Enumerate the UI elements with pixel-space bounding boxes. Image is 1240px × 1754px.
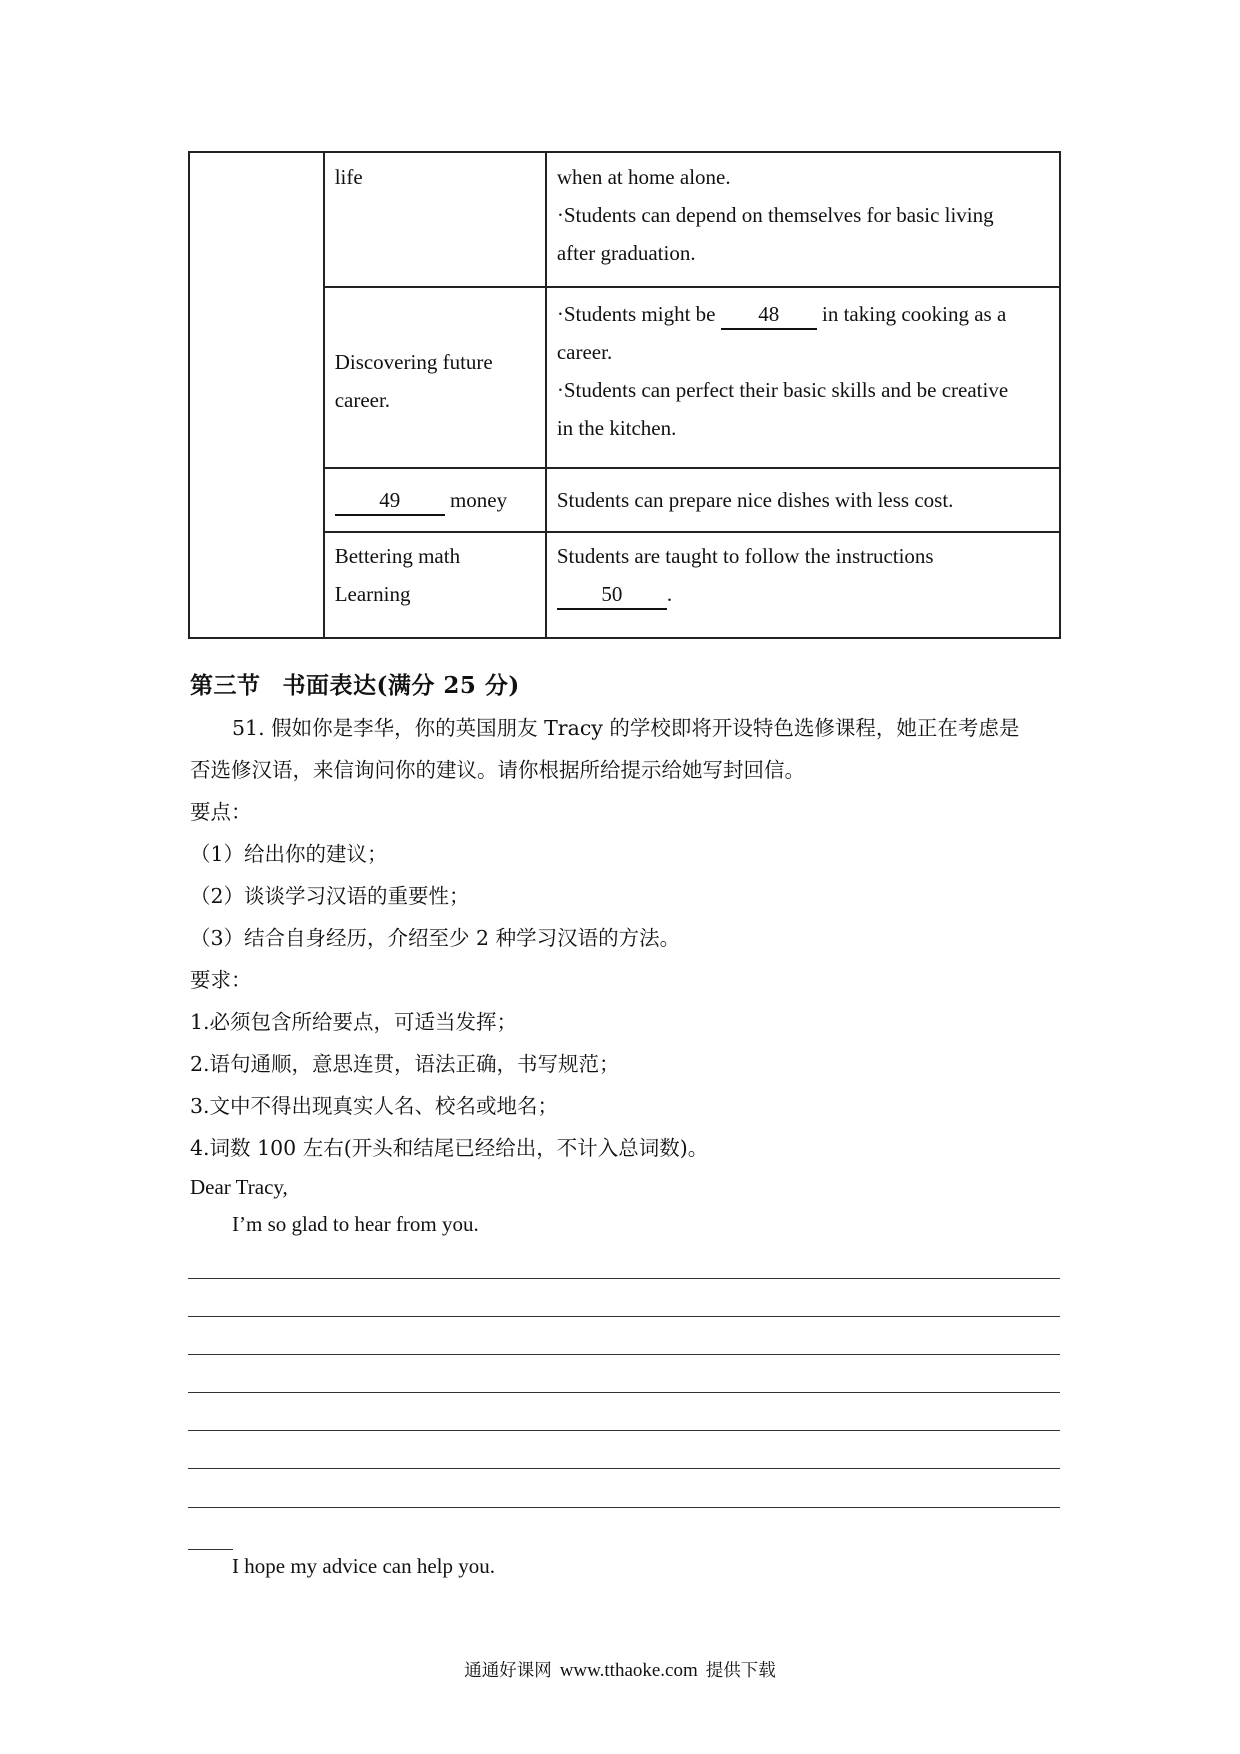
writing-line[interactable] [188,1316,1060,1317]
writing-line[interactable] [188,1392,1060,1393]
cell-text: Learning [334,582,411,606]
writing-line[interactable] [188,1354,1060,1355]
cell-text-line [335,481,535,519]
answer-blank-49[interactable]: 49 [335,486,445,516]
section-number: 第三节 [190,672,261,699]
table-cell-detail [546,468,1060,532]
point-item: （3）结合自身经历，介绍至少 2 种学习汉语的方法。 [190,926,681,950]
cell-text: in taking cooking as a [816,302,1007,326]
section-title [190,667,520,700]
prompt-line: 51. 假如你是李华，你的英国朋友 Tracy 的学校即将开设特色选修课程，她正在考虑是 [232,716,1020,740]
requirement-item: 2.语句通顺，意思连贯，语法正确，书写规范； [190,1052,620,1076]
cell-text: . [666,582,673,606]
activity-benefits-table [188,151,1061,639]
cell-text: after graduation. [556,241,696,265]
cell-text: Students are taught to follow the instructions [556,544,934,568]
cell-text: life [334,165,363,189]
writing-line[interactable] [188,1430,1060,1431]
requirement-item: 1.必须包含所给要点，可适当发挥； [190,1010,518,1034]
cell-text: ·Students might be [556,302,721,326]
table-cell-detail [546,152,1060,287]
cell-text: in the kitchen. [556,416,677,440]
cell-text: Discovering future [334,350,493,374]
letter-opening: I’m so glad to hear from you. [232,1212,479,1236]
answer-blank-48[interactable]: 48 [721,300,817,330]
requirements-heading: 要求： [190,968,252,992]
table-cell-detail [546,287,1060,468]
cell-text: when at home alone. [556,165,731,189]
page-footer [0,1657,1240,1682]
cell-text: Students can prepare nice dishes with less cost. [556,488,954,512]
cell-text-line [557,295,1049,333]
letter-salutation: Dear Tracy, [190,1175,288,1199]
cell-text: money [444,488,508,512]
cell-text: Bettering math [334,544,461,568]
writing-line[interactable] [188,1278,1060,1279]
table-cell-detail [546,532,1060,638]
table-cell-category [324,468,546,532]
table-row [189,152,1060,287]
writing-line[interactable] [188,1468,1060,1469]
prompt-line: 否选修汉语，来信询问你的建议。请你根据所给提示给她写封回信。 [190,758,805,782]
writing-line[interactable] [188,1507,1060,1508]
section-name: 书面表达(满分 25 分) [282,672,520,699]
cell-text: ·Students can perfect their basic skills and be creative [556,378,1009,402]
cell-text: career. [556,340,613,364]
requirement-item: 3.文中不得出现真实人名、校名或地名； [190,1094,559,1118]
point-item: （2）谈谈学习汉语的重要性； [190,884,470,908]
footer-url: www.tthaoke.com [559,1660,698,1681]
table-cell-category [324,287,546,468]
footer-site-name: 通通好课网 [464,1661,552,1681]
point-item: （1）给出你的建议； [190,842,388,866]
cell-text-line [557,575,1049,613]
letter-closing: I hope my advice can help you. [232,1554,495,1578]
cell-text: ·Students can depend on themselves for basic living [556,203,994,227]
answer-blank-50[interactable]: 50 [557,580,667,610]
requirement-item: 4.词数 100 左右(开头和结尾已经给出，不计入总词数)。 [190,1136,709,1160]
table-cell-category [324,532,546,638]
footer-note: 提供下载 [705,1661,776,1681]
table-cell-category [324,152,546,287]
points-heading: 要点： [190,800,252,824]
table-cell-merged [189,152,324,638]
cell-text: career. [334,388,391,412]
